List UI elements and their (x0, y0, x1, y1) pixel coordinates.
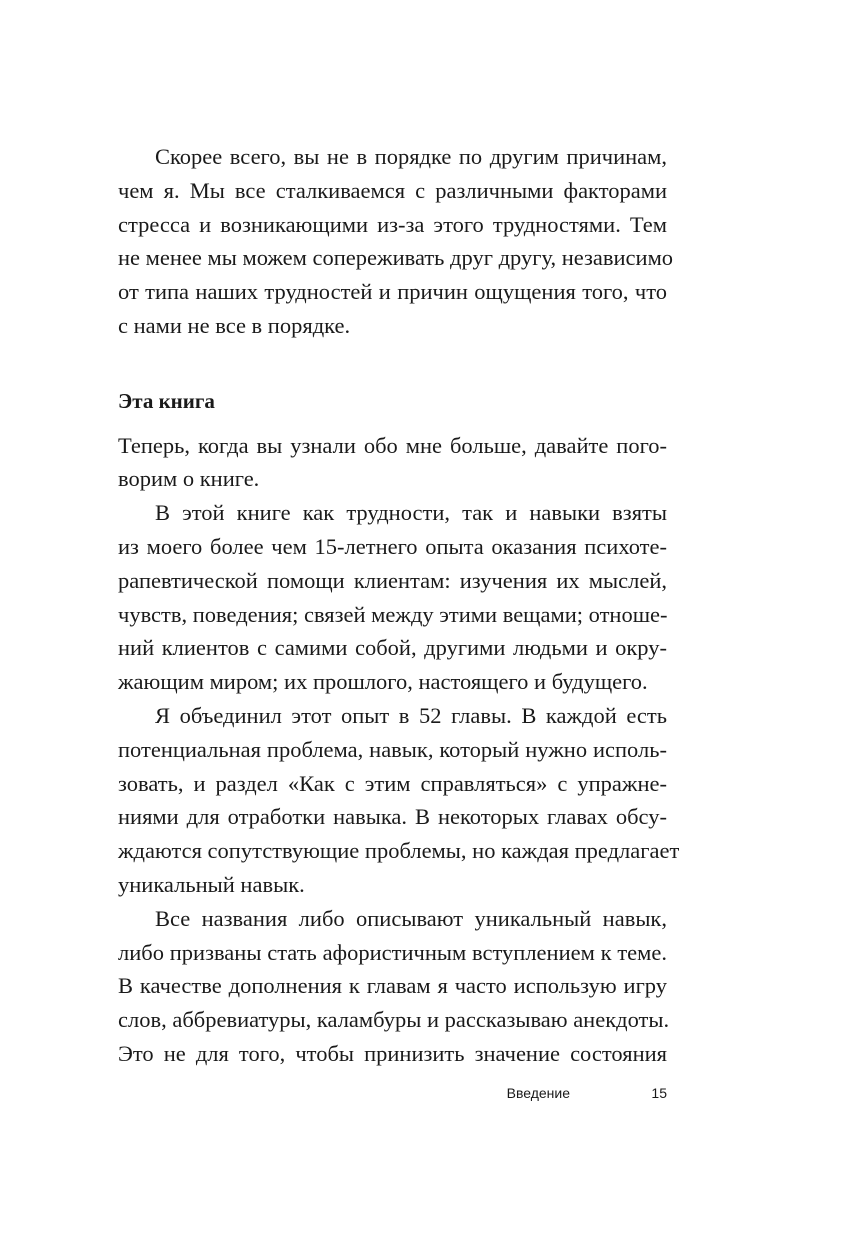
page-footer (118, 1085, 667, 1109)
text-line: из моего более чем 15-летнего опыта оказания психоте- (118, 533, 667, 559)
paragraph (118, 429, 667, 497)
text-line: либо призваны стать афористичным вступлением к теме. (118, 939, 667, 965)
text-line: стресса и возникающими из-за этого трудностями. Тем (118, 211, 667, 237)
page-body (118, 140, 680, 1071)
paragraph (118, 140, 674, 343)
text-line: рапевтической помощи клиентам: изучения их мыслей, (118, 567, 667, 593)
text-line: Скорее всего, вы не в порядке по другим причинам, (155, 144, 667, 169)
text-line: ждаются сопутствующие проблемы, но каждая предлагает (118, 838, 680, 864)
text-line: потенциальная проблема, навык, который нужно исполь- (118, 736, 667, 762)
text-line: Все названия либо описывают уникальный навык, (155, 905, 667, 931)
text-line: слов, аббревиатуры, каламбуры и рассказываю анекдоты. (118, 1007, 670, 1033)
page-number: 15 (651, 1085, 667, 1101)
text-line: от типа наших трудностей и причин ощущения того, что (118, 279, 667, 305)
text-line: В качестве дополнения к главам я часто использую игру (118, 973, 667, 999)
paragraph (118, 496, 667, 699)
text-line: жающим миром; их прошлого, настоящего и будущего. (118, 669, 648, 695)
text-line: чем я. Мы все сталкиваемся с различными факторами (118, 177, 667, 203)
paragraph (118, 699, 680, 902)
text-line: уникальный навык. (118, 871, 305, 897)
text-line: Теперь, когда вы узнали обо мне больше, давайте пого- (118, 432, 667, 458)
text-line: чувств, поведения; связей между этими вещами; отноше- (118, 601, 668, 627)
text-line: не менее мы можем сопереживать друг другу, независимо (118, 245, 674, 271)
text-line: ворим о книге. (118, 466, 260, 492)
text-line: ниями для отработки навыка. В некоторых главах обсу- (118, 804, 667, 830)
text-line: Это не для того, чтобы принизить значение состояния (118, 1040, 667, 1066)
text-line: Я объединил этот опыт в 52 главы. В каждой есть (155, 702, 667, 728)
paragraph (118, 902, 670, 1071)
running-title: Введение (506, 1085, 570, 1101)
section-heading: Эта книга (118, 388, 215, 413)
text-line: зовать, и раздел «Как с этим справляться» с упражне- (118, 770, 667, 796)
text-line: с нами не все в порядке. (118, 312, 351, 338)
text-line: ний клиентов с самими собой, другими людьми и окру- (118, 635, 667, 661)
text-line: В этой книге как трудности, так и навыки взяты (155, 500, 667, 526)
